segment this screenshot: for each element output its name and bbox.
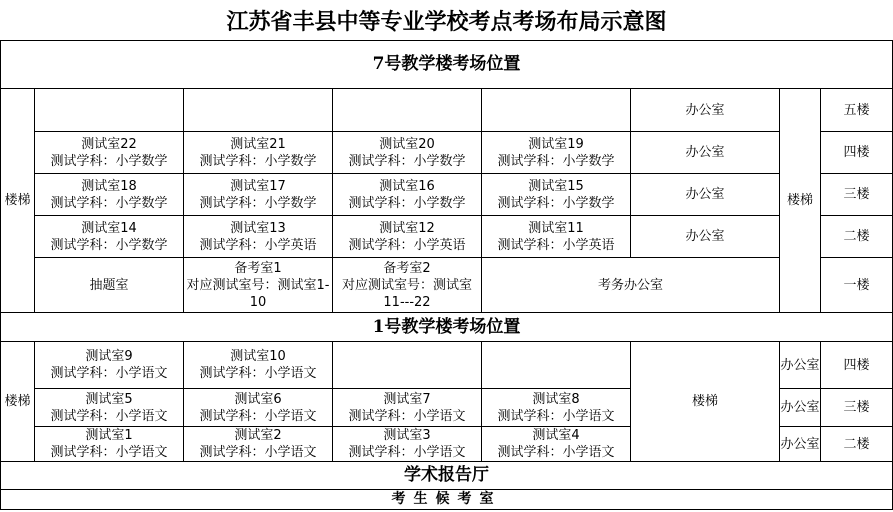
cell-text: 测试室10 [230,349,286,364]
floor-label [820,388,893,427]
floor-label [820,173,893,216]
cell-text: 测试学科：小学语文 [497,445,615,460]
exam-room [183,88,333,132]
cell-text: 楼梯 [4,394,31,409]
cell-text: 一楼 [843,277,870,293]
cell-text: 测试室20 [379,136,435,152]
cell-text: 测试室4 [532,428,580,443]
cell-text: 测试室9 [85,349,133,364]
cell-text: 五楼 [843,102,870,118]
floor-label [820,88,893,132]
building7-header [0,40,893,89]
cell-text: 办公室 [685,145,725,160]
cell-text: 测试室1 [85,428,133,443]
cell-text: 楼梯 [4,193,31,208]
exam-room [34,341,184,389]
exam-room [481,341,631,389]
stairs-left [0,341,35,462]
cell-text: 楼梯 [691,394,718,409]
cell-text: 测试室3 [383,428,431,443]
floor-label [820,341,893,389]
exam-room [332,426,482,462]
exam-room [183,341,333,389]
cell-text: 对应测试室号：测试室11---22 [341,277,472,310]
floor-label [820,426,893,462]
cell-text: 测试室7 [383,391,431,407]
office [779,388,821,427]
cell-text: 测试室18 [81,178,137,194]
cell-text: 测试学科：小学英语 [348,237,466,253]
exam-room [34,388,184,427]
cell-text: 测试学科：小学英语 [199,237,317,253]
cell-text: 测试学科：小学语文 [199,408,317,424]
cell-text: 二楼 [843,436,870,452]
exam-room [332,388,482,427]
cell-text: 考务办公室 [597,277,663,293]
cell-text: 测试学科：小学数学 [199,153,317,169]
floor-label [820,257,893,313]
cell-text: 测试学科：小学数学 [497,195,615,211]
cell-text: 办公室 [685,229,725,244]
waiting-room [0,489,893,510]
floor-label [820,215,893,258]
cell-text: 测试学科：小学数学 [50,195,168,211]
exam-room [34,215,184,258]
cell-text: 测试学科：小学数学 [348,153,466,169]
exam-room [481,88,631,132]
cell-text: 测试学科：小学英语 [497,237,615,253]
cell-text: 测试室5 [85,391,133,407]
lecture-hall [0,461,893,490]
office [630,173,780,216]
exam-room [332,88,482,132]
office [779,341,821,389]
cell-text: 测试室17 [230,178,286,194]
exam-room [183,426,333,462]
office [630,88,780,132]
exam-room [34,173,184,216]
cell-text: 抽题室 [89,277,129,293]
cell-text: 考生候考室 [391,491,502,507]
cell-text: 对应测试室号：测试室1-10 [186,277,330,310]
cell-text: 测试学科：小学语文 [50,445,168,460]
exam-room [332,215,482,258]
cell-text: 测试室16 [379,178,435,194]
cell-text: 测试室6 [234,391,282,407]
building1-header [0,312,893,342]
stairs-mid [630,341,780,462]
stairs-left [0,88,35,313]
cell-text: 三楼 [843,187,870,202]
cell-text: 1号教学楼考场位置 [372,316,521,337]
cell-text: 办公室 [780,436,820,452]
exam-room [481,131,631,174]
exam-room [183,388,333,427]
cell-text: 测试学科：小学语文 [199,445,317,460]
cell-text: 二楼 [843,229,870,244]
floor-label [820,131,893,174]
office [630,131,780,174]
cell-text: 测试学科：小学数学 [50,237,168,253]
cell-text: 测试学科：小学语文 [50,408,168,424]
cell-text: 测试室8 [532,391,580,407]
cell-text: 学术报告厅 [404,465,489,485]
exam-room [183,173,333,216]
cell-text: 测试室2 [234,428,282,443]
cell-text: 测试室22 [81,136,137,152]
exam-room [183,215,333,258]
office [630,215,780,258]
cell-text: 测试学科：小学数学 [50,153,168,169]
cell-text: 四楼 [843,357,870,373]
cell-text: 楼梯 [786,193,813,208]
cell-text: 三楼 [843,400,870,415]
exam-room [481,388,631,427]
exam-office [481,257,780,313]
cell-text: 测试学科：小学语文 [50,366,168,381]
exam-room [34,426,184,462]
cell-text: 测试室12 [379,220,435,236]
office [779,426,821,462]
cell-text: 测试学科：小学语文 [497,408,615,424]
cell-text: 测试学科：小学语文 [348,408,466,424]
cell-text: 测试室19 [528,136,584,152]
cell-text: 办公室 [780,400,820,415]
exam-room [481,215,631,258]
backup-room-2 [332,257,482,313]
cell-text: 四楼 [843,145,870,160]
exam-room [34,131,184,174]
cell-text: 办公室 [685,102,725,118]
cell-text: 测试学科：小学数学 [348,195,466,211]
cell-text: 测试室13 [230,220,286,236]
exam-room [183,131,333,174]
cell-text: 测试室11 [528,220,584,236]
draw-room [34,257,184,313]
cell-text: 测试室15 [528,178,584,194]
cell-text: 备考室2 [383,260,431,276]
cell-text: 备考室1 [234,260,282,276]
cell-text: 测试学科：小学语文 [199,366,317,381]
exam-room [481,173,631,216]
cell-text: 办公室 [685,187,725,202]
cell-text: 测试学科：小学语文 [348,445,466,460]
exam-room [34,88,184,132]
cell-text: 7号教学楼考场位置 [372,54,521,74]
backup-room-1 [183,257,333,313]
exam-room [332,341,482,389]
cell-text: 测试室14 [81,220,137,236]
page-title: 江苏省丰县中等专业学校考点考场布局示意图 [0,0,893,41]
stairs-right [779,88,821,313]
cell-text: 测试学科：小学数学 [199,195,317,211]
exam-room [481,426,631,462]
exam-room [332,131,482,174]
cell-text: 办公室 [780,357,820,373]
cell-text: 测试学科：小学数学 [497,153,615,169]
cell-text: 测试室21 [230,136,286,152]
exam-room [332,173,482,216]
